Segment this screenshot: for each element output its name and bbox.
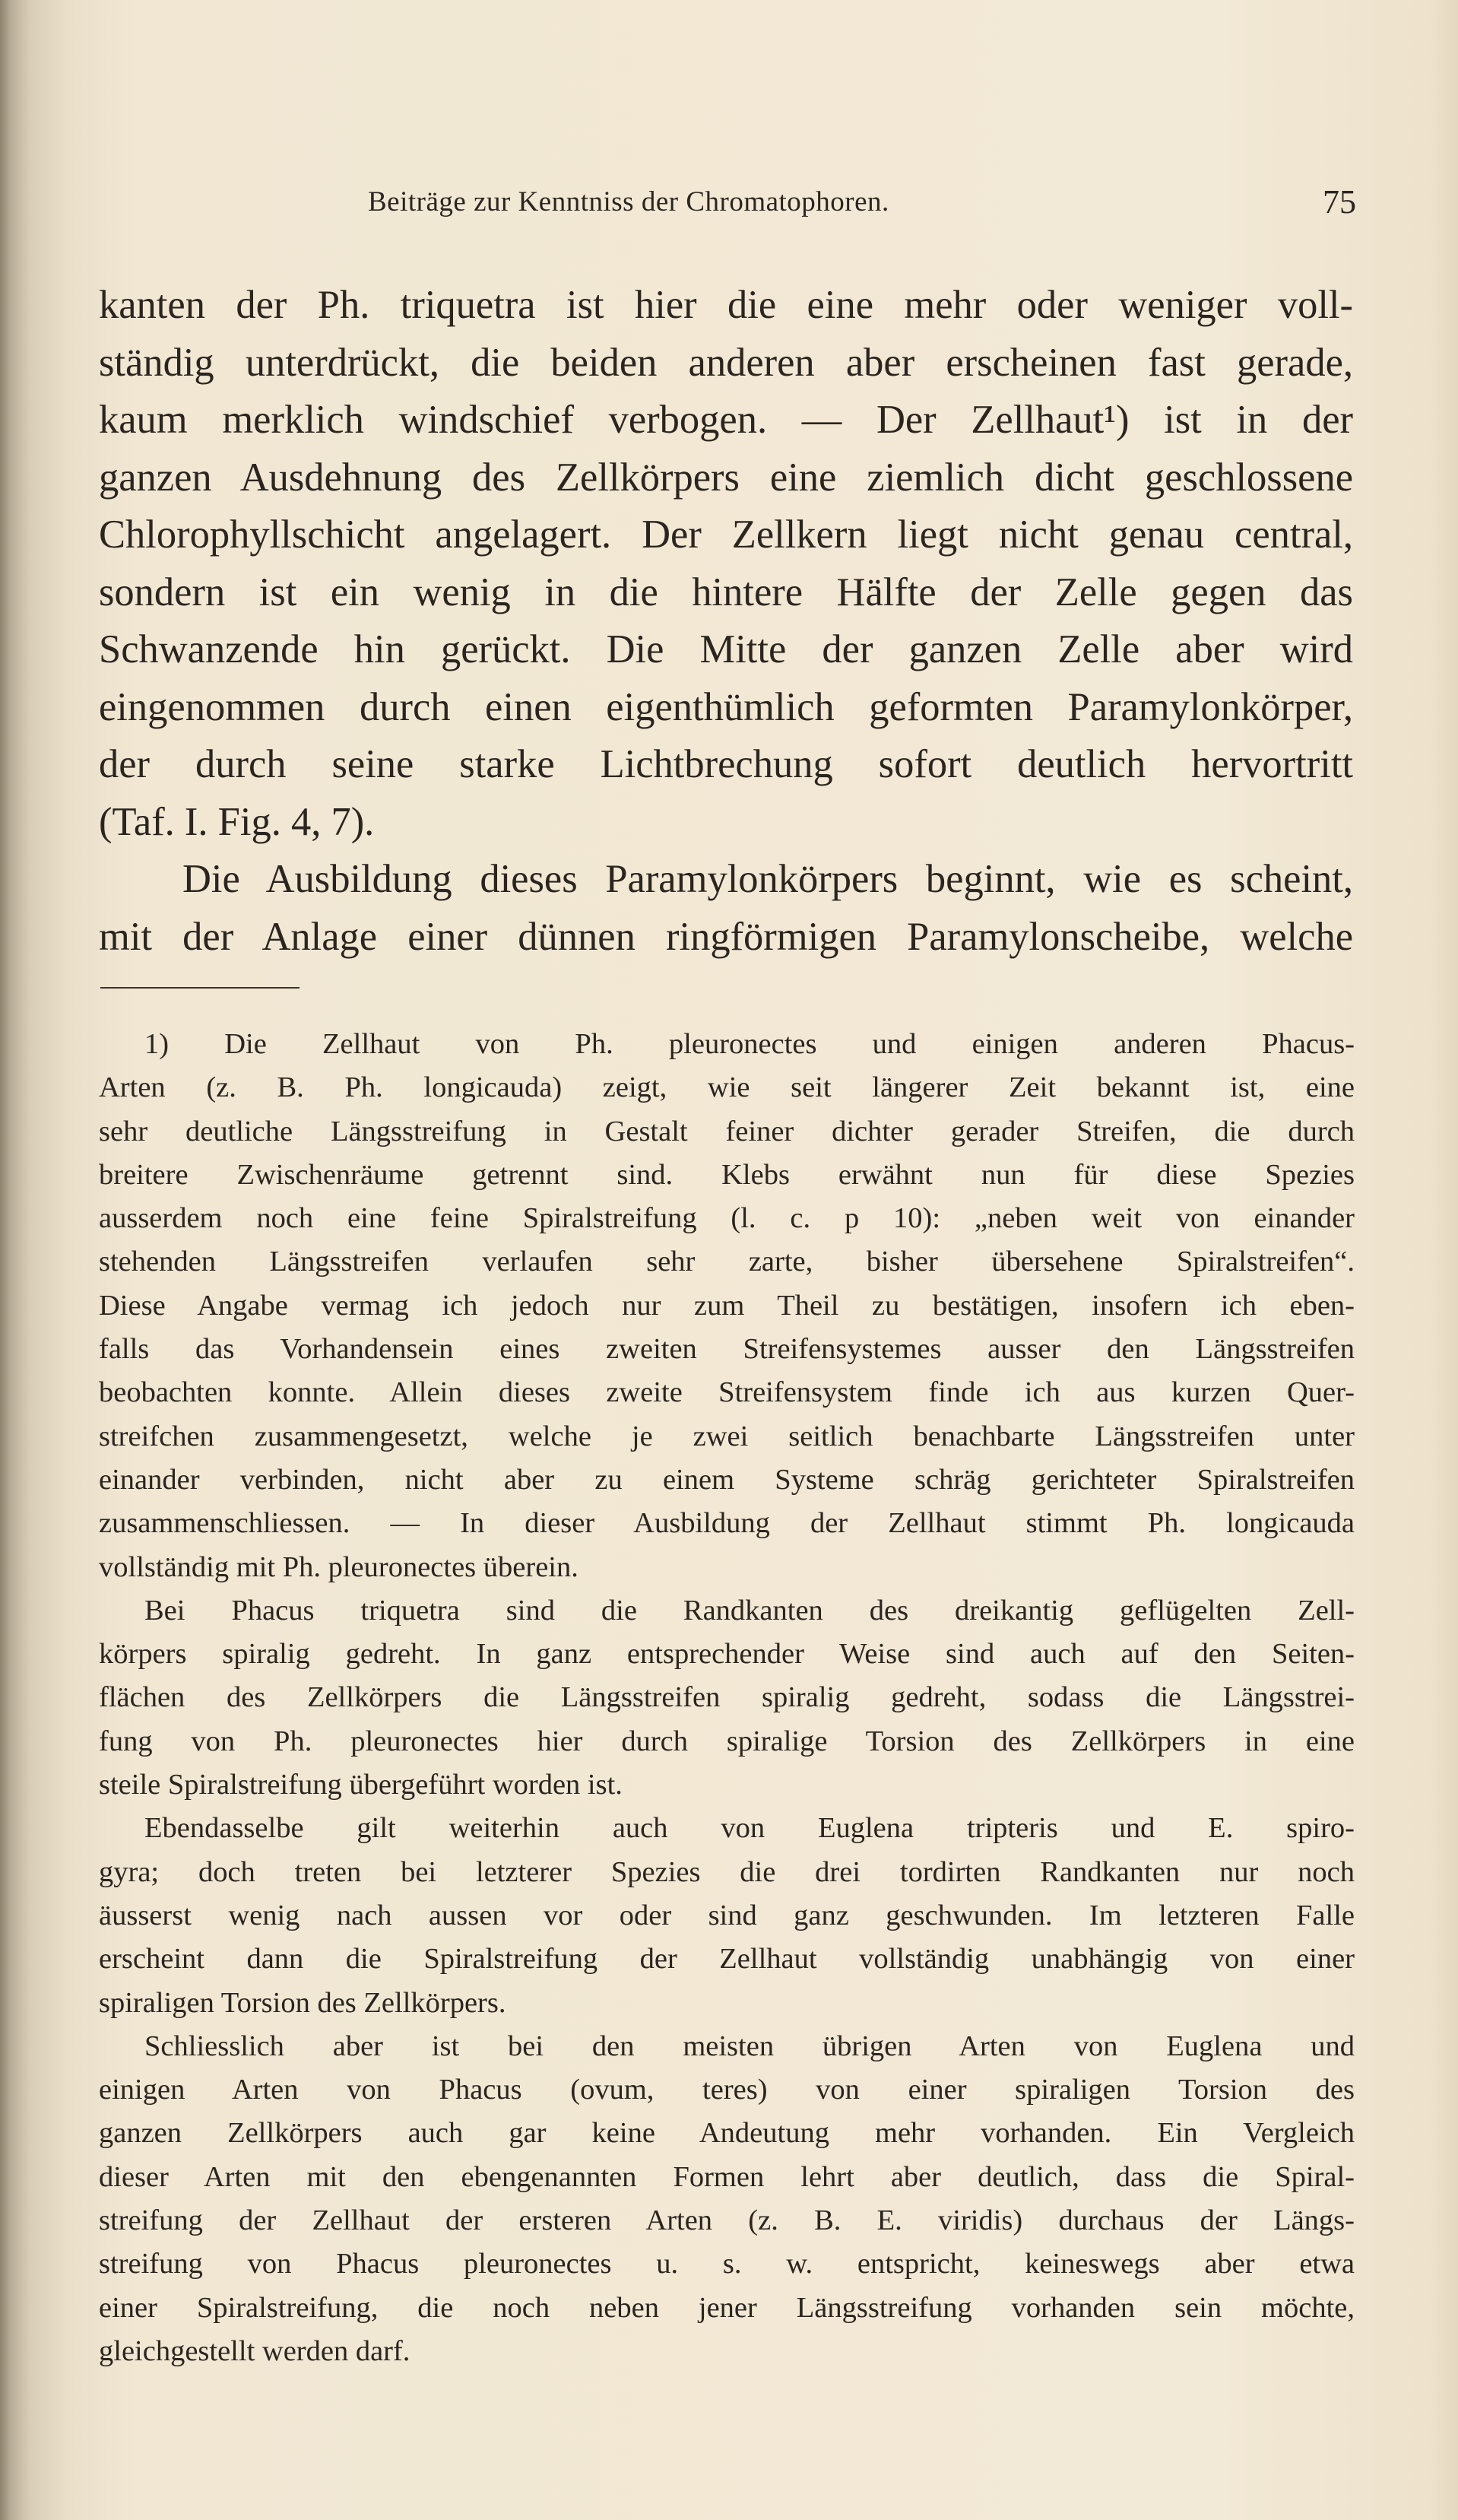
footnote-line: einer Spiralstreifung, die noch neben jener Längsstreifung vorhanden sein möchte, — [99, 2291, 1355, 2324]
footnote-line: fung von Ph. pleuronectes hier durch spiralige Torsion des Zellkörpers in eine — [99, 1725, 1355, 1757]
running-title: Beiträge zur Kenntniss der Chromatophoren. — [368, 186, 889, 217]
footnote-line: Schliesslich aber ist bei den meisten übrigen Arten von Euglena und — [144, 2030, 1355, 2062]
footnote-line: ausserdem noch eine feine Spiralstreifung (l. c. p 10): „neben weit von einander — [99, 1202, 1355, 1235]
footnote-line: 1) Die Zellhaut von Ph. pleuronectes und einigen anderen Phacus- — [144, 1028, 1355, 1060]
footnote-line: einigen Arten von Phacus (ovum, teres) von einer spiraligen Torsion des — [99, 2074, 1355, 2106]
footnote-line: gyra; doch treten bei letzterer Spezies die drei tordirten Randkanten nur noch — [99, 1855, 1355, 1888]
footnote-line: sehr deutliche Längsstreifung in Gestalt feiner dichter gerader Streifen, die durch — [99, 1115, 1355, 1147]
text-line: mit der Anlage einer dünnen ringförmigen Paramylonscheibe, welche — [99, 914, 1353, 959]
text-line: sondern ist ein wenig in die hintere Hälfte der Zelle gegen das — [99, 570, 1353, 614]
text-line: kaum merklich windschief verbogen. — Der Zellhaut¹) ist in der — [99, 398, 1353, 442]
footnote-line: einander verbinden, nicht aber zu einem Systeme schräg gerichteter Spiralstreifen — [99, 1463, 1355, 1496]
text-line: Chlorophyllschicht angelagert. Der Zellkern liegt nicht genau central, — [99, 513, 1353, 557]
footnote-line: falls das Vorhandensein eines zweiten Streifensystemes ausser den Längsstreifen — [99, 1333, 1355, 1366]
footnote-line: erscheint dann die Spiralstreifung der Zellhaut vollständig unabhängig von einer — [99, 1943, 1355, 1976]
footnote-separator — [100, 987, 300, 989]
text-line: (Taf. I. Fig. 4, 7). — [99, 799, 375, 844]
footnote-line: gleichgestellt werden darf. — [99, 2334, 410, 2367]
footnote-line: beobachten konnte. Allein dieses zweite Streifensystem finde ich aus kurzen Quer- — [99, 1376, 1355, 1409]
footnote-line: vollständig mit Ph. pleuronectes überein. — [99, 1550, 578, 1583]
text-line: Die Ausbildung dieses Paramylonkörpers beginnt, wie es scheint, — [182, 857, 1353, 901]
footnote-line: ganzen Zellkörpers auch gar keine Andeutung mehr vorhanden. Ein Vergleich — [99, 2117, 1355, 2150]
footnote-line: flächen des Zellkörpers die Längsstreifen spiralig gedreht, sodass die Längsstrei- — [99, 1681, 1355, 1714]
footnote — [99, 1023, 1355, 2373]
main-text — [99, 277, 1353, 966]
text-line: eingenommen durch einen eigenthümlich geformten Paramylonkörper, — [99, 684, 1353, 729]
footnote-line: stehenden Längsstreifen verlaufen sehr zarte, bisher übersehene Spiralstreifen“. — [99, 1246, 1355, 1278]
text-line: ständig unterdrückt, die beiden anderen aber erscheinen fast gerade, — [99, 340, 1353, 385]
footnote-line: zusammenschliessen. — In dieser Ausbildung der Zellhaut stimmt Ph. longicauda — [99, 1507, 1355, 1540]
text-line: Schwanzende hin gerückt. Die Mitte der ganzen Zelle aber wird — [99, 627, 1353, 671]
footnote-line: streifung der Zellhaut der ersteren Arten (z. B. E. viridis) durchaus der Längs- — [99, 2204, 1355, 2237]
footnote-line: äusserst wenig nach aussen vor oder sind ganz geschwunden. Im letzteren Falle — [99, 1899, 1355, 1931]
footnote-line: körpers spiralig gedreht. In ganz entsprechender Weise sind auch auf den Seiten- — [99, 1638, 1355, 1671]
page-header — [368, 183, 1356, 224]
footnote-line: dieser Arten mit den ebengenannten Formen lehrt aber deutlich, dass die Spiral- — [99, 2160, 1355, 2193]
footnote-line: steile Spiralstreifung übergeführt worden ist. — [99, 1769, 623, 1801]
footnote-line: breitere Zwischenräume getrennt sind. Klebs erwähnt nun für diese Spezies — [99, 1158, 1355, 1191]
page-number: 75 — [1323, 183, 1356, 221]
text-line: der durch seine starke Lichtbrechung sofort deutlich hervortritt — [99, 742, 1353, 786]
footnote-line: streifung von Phacus pleuronectes u. s. w. entspricht, keineswegs aber etwa — [99, 2248, 1355, 2280]
footnote-line: spiraligen Torsion des Zellkörpers. — [99, 1986, 506, 2019]
text-line: kanten der Ph. triquetra ist hier die eine mehr oder weniger voll- — [99, 283, 1353, 327]
text-line: ganzen Ausdehnung des Zellkörpers eine ziemlich dicht geschlossene — [99, 455, 1353, 500]
footnote-line: Arten (z. B. Ph. longicauda) zeigt, wie seit längerer Zeit bekannt ist, eine — [99, 1071, 1355, 1104]
footnote-line: Ebendasselbe gilt weiterhin auch von Euglena tripteris und E. spiro- — [144, 1812, 1355, 1845]
footnote-line: Bei Phacus triquetra sind die Randkanten des dreikantig geflügelten Zell- — [144, 1594, 1355, 1627]
footnote-line: streifchen zusammengesetzt, welche je zwei seitlich benachbarte Längsstreifen unter — [99, 1420, 1355, 1452]
footnote-line: Diese Angabe vermag ich jedoch nur zum Theil zu bestätigen, insofern ich eben- — [99, 1289, 1355, 1322]
